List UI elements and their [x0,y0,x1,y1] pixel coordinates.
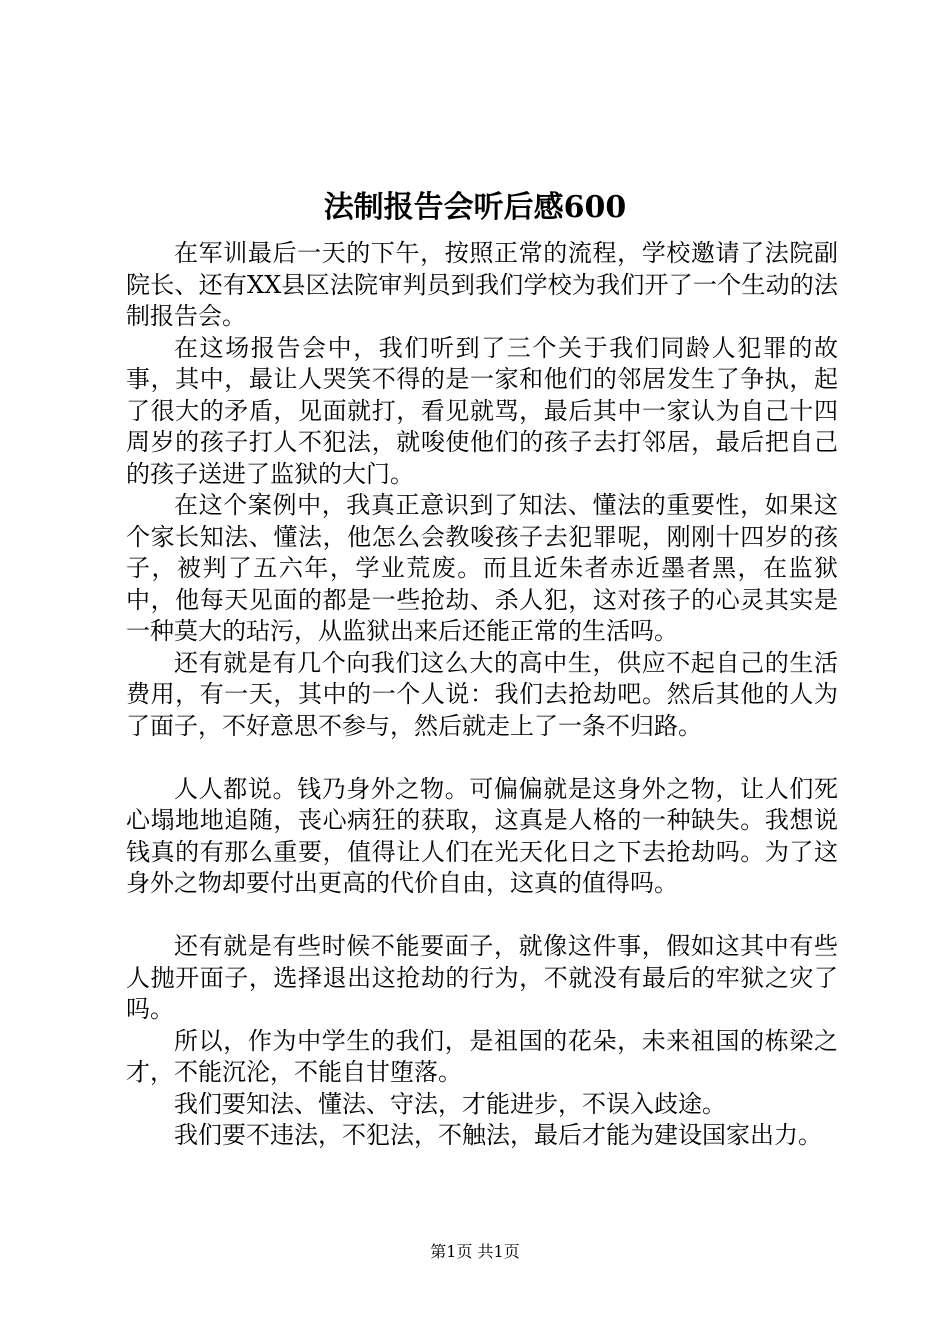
paragraph-8: 我们要知法、懂法、守法，才能进步，不误入歧途。 [174,1089,726,1118]
paragraph-6: 还有就是有些时候不能要面子，就像这件事，假如这其中有些人抛开面子，选择退出这抢劫的行为，不就没有最后的牢狱之灾了吗。 [126,932,838,1023]
paragraph-7: 所以，作为中学生的我们，是祖国的花朵，未来祖国的栋梁之才，不能沉沦，不能自甘堕落。 [126,1026,838,1086]
document-body [126,238,838,1152]
paragraph-3: 在这个案例中，我真正意识到了知法、懂法的重要性，如果这个家长知法、懂法，他怎么会教唆孩子去犯罪呢，刚刚十四岁的孩子，被判了五六年，学业荒废。而且近朱者赤近墨者黑，在监狱中，他每天见面的都是一些抢劫、杀人犯，这对孩子的心灵其实是一种莫大的玷污，从监狱出来后还能正常的生活吗。 [126,491,838,645]
paragraph-9: 我们要不违法，不犯法，不触法，最后才能为建设国家出力。 [174,1121,822,1149]
page-number-footer: 第1页 共1页 [430,1242,520,1261]
paragraph-2: 在这场报告会中，我们听到了三个关于我们同龄人犯罪的故事，其中，最让人哭笑不得的是一家和他们的邻居发生了争执，起了很大的矛盾，见面就打，看见就骂，最后其中一家认为自己十四周岁的孩子打人不犯法，就唆使他们的孩子去打邻居，最后把自己的孩子送进了监狱的大门。 [126,333,838,488]
paragraph-1: 在军训最后一天的下午，按照正常的流程，学校邀请了法院副院长、还有XX县区法院审判员到我们学校为我们开了一个生动的法制报告会。 [126,239,838,330]
paragraph-5: 人人都说。钱乃身外之物。可偏偏就是这身外之物，让人们死心塌地地追随，丧心病狂的获取，这真是人格的一种缺失。我想说钱真的有那么重要，值得让人们在光天化日之下去抢劫吗。为了这身外之物却要付出更高的代价自由，这真的值得吗。 [126,774,838,897]
paragraph-4: 还有就是有几个向我们这么大的高中生，供应不起自己的生活费用，有一天，其中的一个人说：我们去抢劫吧。然后其他的人为了面子，不好意思不参与，然后就走上了一条不归路。 [126,648,838,740]
document-title: 法制报告会听后感600 [323,190,627,225]
